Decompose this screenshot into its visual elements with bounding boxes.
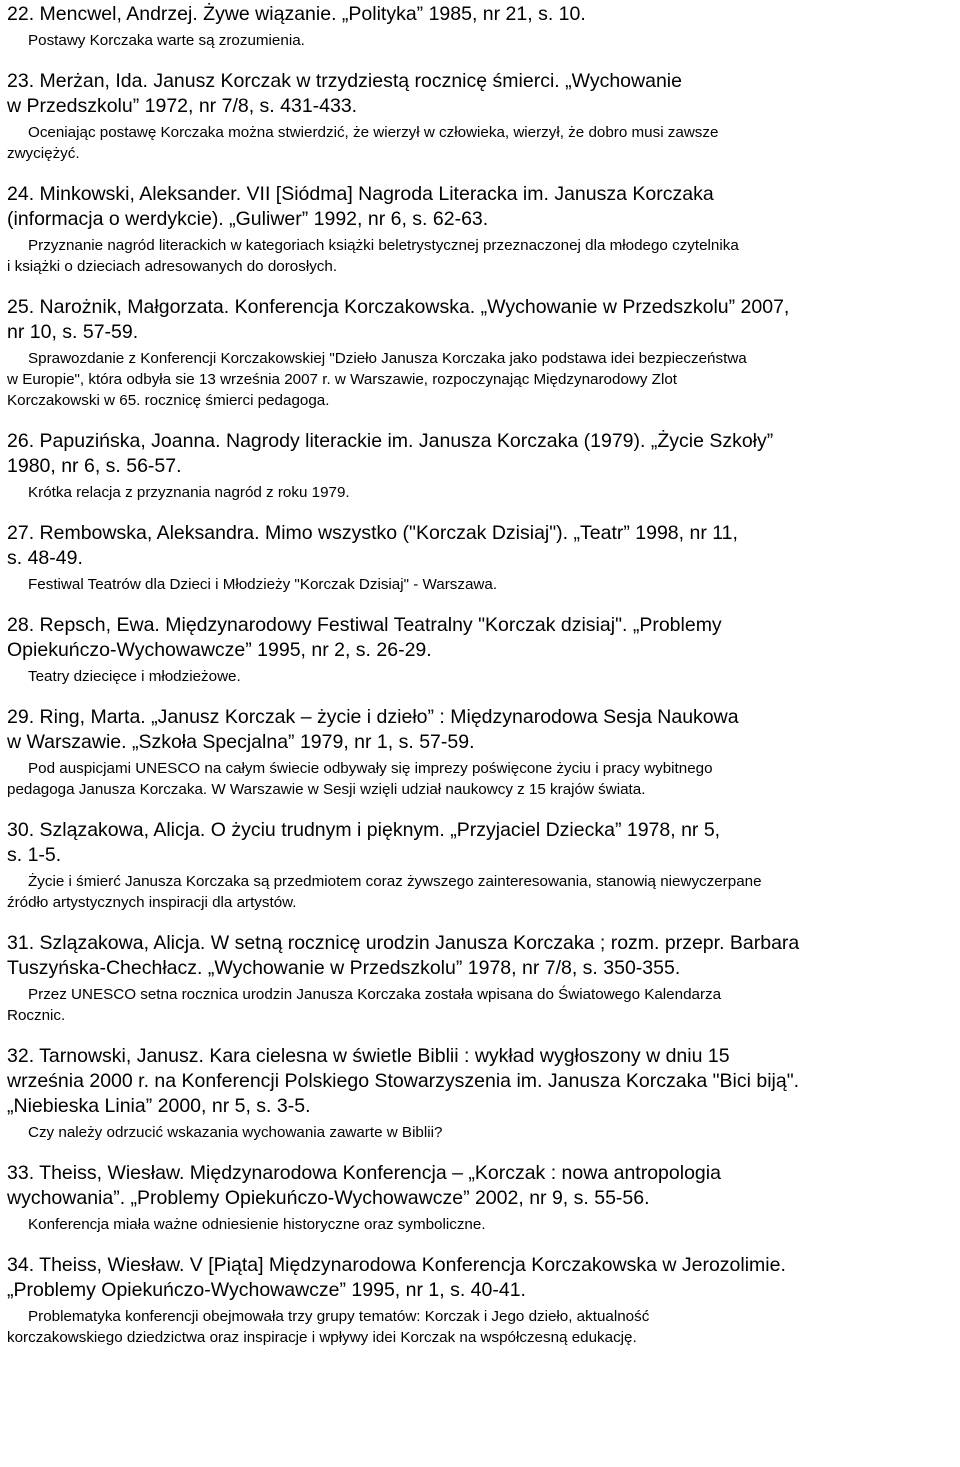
bibliography-entry-23 (7, 69, 950, 164)
bibliography-entry-24 (7, 182, 950, 277)
entry-citation: 33. Theiss, Wiesław. Międzynarodowa Konferencja – „Korczak : nowa antropologia wychowania”. „Problemy Opiekuńczo-Wychowawcze” 2002, nr 9, s. 55-56. (7, 1162, 721, 1209)
entry-annotation: Przyznanie nagród literackich w kategoriach książki beletrystycznej przeznaczonej dla młodego czytelnika i książki o dzieciach adresowanych do dorosłych. (7, 237, 739, 275)
entry-citation: 24. Minkowski, Aleksander. VII [Siódma] Nagroda Literacka im. Janusza Korczaka (informacja o werdykcie). „Guliwer” 1992, nr 6, s. 62-63. (7, 183, 714, 230)
entry-annotation: Sprawozdanie z Konferencji Korczakowskiej "Dzieło Janusza Korczaka jako podstawa idei bezpieczeństwa w Europie", która odbyła sie 13 września 2007 r. w Warszawie, rozpoczynając Międzynarodowy Zlot Korczakowski w 65. rocznicę śmierci pedagoga. (7, 350, 747, 409)
bibliography-entry-30 (7, 818, 950, 913)
bibliography-entry-29 (7, 705, 950, 800)
entry-annotation: Festiwal Teatrów dla Dzieci i Młodzieży "Korczak Dzisiaj" - Warszawa. (28, 576, 498, 593)
bibliography-entry-28 (7, 613, 950, 687)
entry-citation: 32. Tarnowski, Janusz. Kara cielesna w świetle Biblii : wykład wygłoszony w dniu 15 września 2000 r. na Konferencji Polskiego Stowarzyszenia im. Janusza Korczaka "Bici biją". „Niebieska Linia” 2000, nr 5, s. 3-5. (7, 1045, 800, 1117)
entry-citation: 23. Merżan, Ida. Janusz Korczak w trzydziestą rocznicę śmierci. „Wychowanie w Przedszkolu” 1972, nr 7/8, s. 431-433. (7, 70, 682, 117)
entry-annotation: Krótka relacja z przyznania nagród z roku 1979. (28, 484, 350, 501)
bibliography-entry-34 (7, 1253, 950, 1348)
entry-annotation: Postawy Korczaka warte są zrozumienia. (28, 32, 305, 49)
entry-annotation: Teatry dziecięce i młodzieżowe. (28, 668, 241, 685)
entry-citation: 29. Ring, Marta. „Janusz Korczak – życie i dzieło” : Międzynarodowa Sesja Naukowa w Warszawie. „Szkoła Specjalna” 1979, nr 1, s. 57-59. (7, 706, 739, 753)
bibliography-entry-31 (7, 931, 950, 1026)
bibliography-entry-25 (7, 295, 950, 411)
entry-citation: 28. Repsch, Ewa. Międzynarodowy Festiwal Teatralny "Korczak dzisiaj". „Problemy Opiekuńczo-Wychowawcze” 1995, nr 2, s. 26-29. (7, 614, 722, 661)
entry-annotation: Oceniając postawę Korczaka można stwierdzić, że wierzył w człowieka, wierzył, że dobro musi zawsze zwyciężyć. (7, 124, 719, 162)
entry-citation: 30. Szlązakowa, Alicja. O życiu trudnym i pięknym. „Przyjaciel Dziecka” 1978, nr 5, s. 1-5. (7, 819, 721, 866)
entry-citation: 27. Rembowska, Aleksandra. Mimo wszystko ("Korczak Dzisiaj"). „Teatr” 1998, nr 11, s. 48-49. (7, 522, 738, 569)
bibliography-entry-32 (7, 1044, 950, 1143)
entry-annotation: Czy należy odrzucić wskazania wychowania zawarte w Biblii? (28, 1124, 443, 1141)
entry-annotation: Problematyka konferencji obejmowała trzy grupy tematów: Korczak i Jego dzieło, aktualność korczakowskiego dziedzictwa oraz inspiracje i wpływy idei Korczak na współczesną edukację. (7, 1308, 650, 1346)
entry-citation: 34. Theiss, Wiesław. V [Piąta] Międzynarodowa Konferencja Korczakowska w Jerozolimie. „Problemy Opiekuńczo-Wychowawcze” 1995, nr 1, s. 40-41. (7, 1254, 786, 1301)
bibliography-entry-22 (7, 2, 950, 51)
entry-citation: 26. Papuzińska, Joanna. Nagrody literackie im. Janusza Korczaka (1979). „Życie Szkoły” 1980, nr 6, s. 56-57. (7, 430, 774, 477)
bibliography-entry-27 (7, 521, 950, 595)
entry-citation: 25. Narożnik, Małgorzata. Konferencja Korczakowska. „Wychowanie w Przedszkolu” 2007, nr 10, s. 57-59. (7, 296, 790, 343)
entry-annotation: Pod auspicjami UNESCO na całym świecie odbywały się imprezy poświęcone życiu i pracy wybitnego pedagoga Janusza Korczaka. W Warszawie w Sesji wzięli udział naukowcy z 15 krajów świata. (7, 760, 713, 798)
entry-annotation: Przez UNESCO setna rocznica urodzin Janusza Korczaka została wpisana do Światowego Kalendarza Rocznic. (7, 986, 722, 1024)
entry-citation: 22. Mencwel, Andrzej. Żywe wiązanie. „Polityka” 1985, nr 21, s. 10. (7, 3, 586, 25)
bibliography-entry-33 (7, 1161, 950, 1235)
entry-citation: 31. Szlązakowa, Alicja. W setną rocznicę urodzin Janusza Korczaka ; rozm. przepr. Barbara Tuszyńska-Chechłacz. „Wychowanie w Przedszkolu” 1978, nr 7/8, s. 350-355. (7, 932, 800, 979)
bibliography-entry-26 (7, 429, 950, 503)
entry-annotation: Życie i śmierć Janusza Korczaka są przedmiotem coraz żywszego zainteresowania, stanowią niewyczerpane źródło artystycznych inspiracji dla artystów. (7, 873, 762, 911)
entry-annotation: Konferencja miała ważne odniesienie historyczne oraz symboliczne. (28, 1216, 486, 1233)
